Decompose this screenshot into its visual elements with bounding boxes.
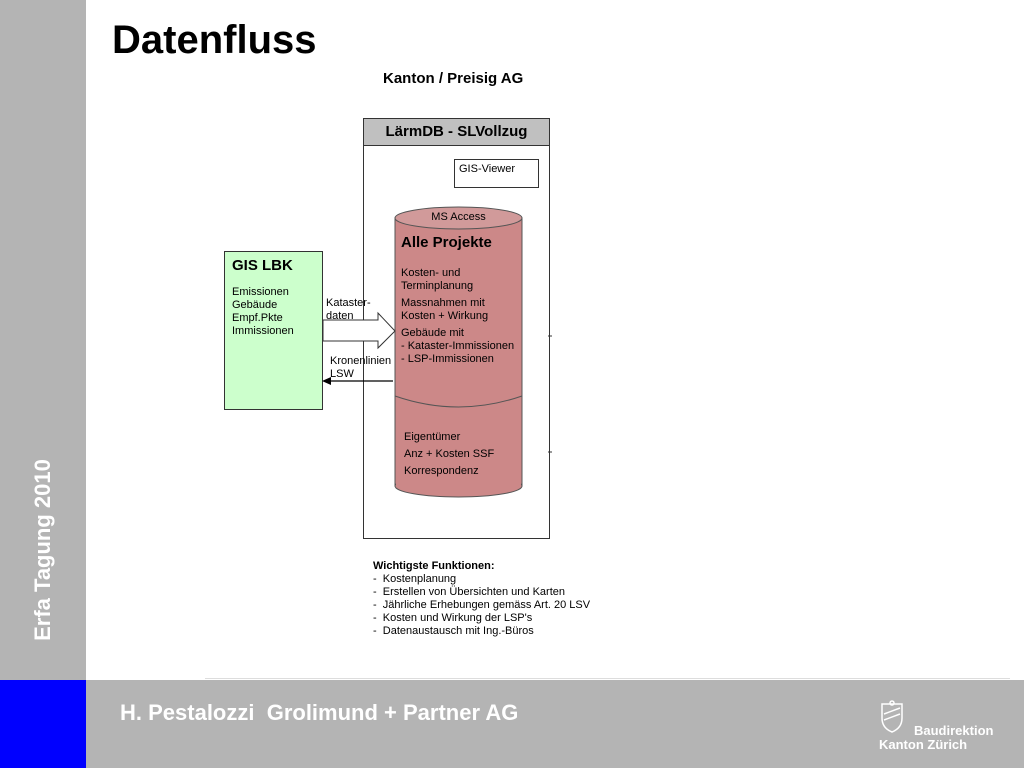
function-item: - Kosten und Wirkung der LSP's bbox=[373, 612, 533, 624]
functions-title: Wichtigste Funktionen: bbox=[373, 560, 495, 572]
db-lower-item: Eigentümer bbox=[404, 431, 461, 443]
gis-item: Empf.Pkte bbox=[232, 312, 283, 324]
kataster-label: Kataster- daten bbox=[326, 297, 371, 322]
db-lower-item: Korrespondenz bbox=[404, 465, 479, 477]
db-upper-item: Massnahmen mit Kosten + Wirkung bbox=[401, 297, 489, 322]
sidebar-label: Erfa Tagung 2010 bbox=[30, 459, 55, 641]
footer-text: H. Pestalozzi Grolimund + Partner AG bbox=[120, 700, 519, 725]
function-item: - Jährliche Erhebungen gemäss Art. 20 LSV bbox=[373, 599, 591, 611]
functions-list bbox=[373, 560, 590, 638]
slide-title: Datenfluss bbox=[112, 18, 317, 62]
db-upper-item: Gebäude mit - Kataster-Immissionen - LSP-Immissionen bbox=[401, 327, 515, 365]
kronenlinien-label: Kronenlinien LSW bbox=[330, 355, 392, 380]
function-item: - Kostenplanung bbox=[373, 573, 457, 585]
db-type-label: MS Access bbox=[431, 211, 486, 223]
db-upper-list bbox=[401, 267, 514, 370]
gis-viewer-box: GIS-Viewer bbox=[454, 159, 539, 188]
logo-line-1: Baudirektion bbox=[914, 723, 994, 738]
system-header: LärmDB - SLVollzug bbox=[363, 118, 550, 146]
db-upper-item: Kosten- und Terminplanung bbox=[401, 267, 474, 292]
logo-line-2: Kanton Zürich bbox=[879, 737, 968, 752]
function-item: - Erstellen von Übersichten und Karten bbox=[373, 586, 565, 598]
db-lower-item: Anz + Kosten SSF bbox=[404, 448, 495, 460]
db-title: Alle Projekte bbox=[401, 234, 492, 251]
gis-item: Emissionen bbox=[232, 286, 289, 298]
function-item: - Datenaustausch mit Ing.-Büros bbox=[373, 625, 534, 637]
db-lower-list bbox=[404, 431, 494, 482]
gis-item: Gebäude bbox=[232, 299, 278, 311]
gis-lbk-title: GIS LBK bbox=[232, 257, 293, 274]
org-label: Kanton / Preisig AG bbox=[383, 70, 524, 87]
gis-item: Immissionen bbox=[232, 325, 294, 337]
